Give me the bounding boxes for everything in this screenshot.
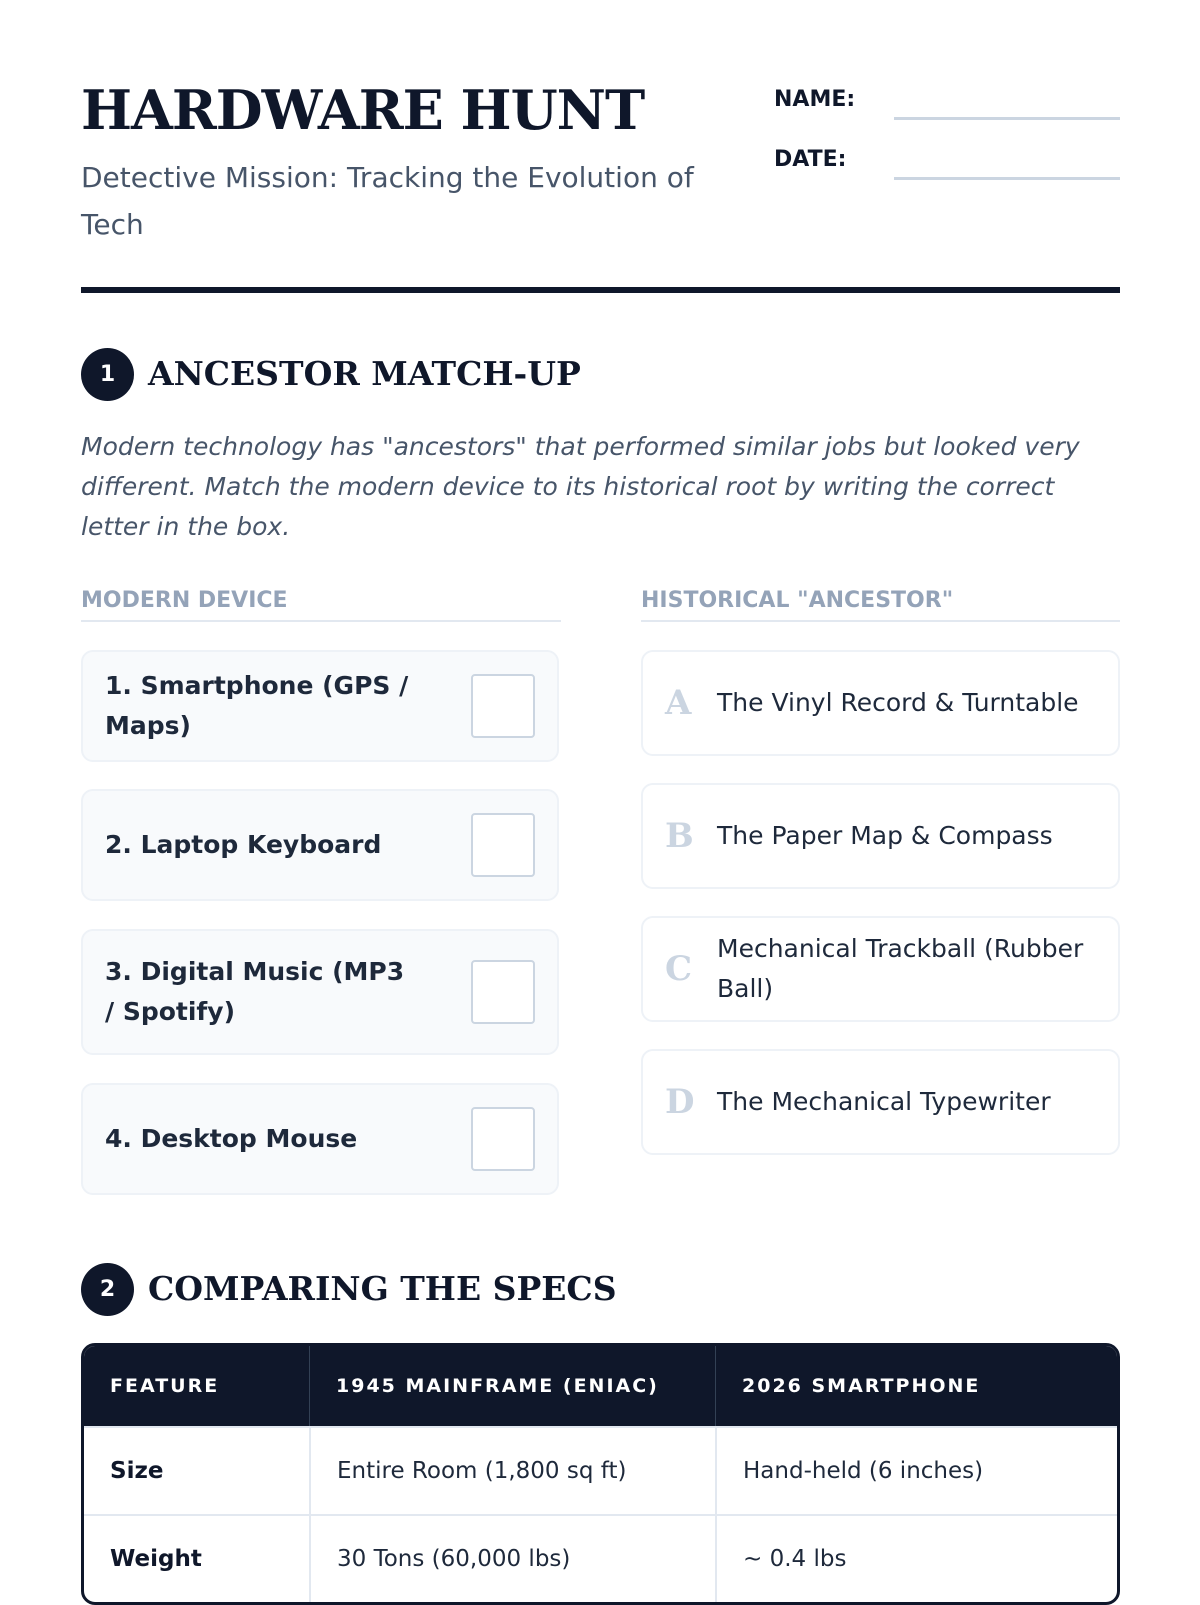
answer-box-1[interactable] [471, 674, 535, 738]
device-card-3 [81, 929, 559, 1055]
table-row [84, 1514, 1117, 1602]
name-label: NAME: [774, 87, 856, 112]
ancestor-letter: D [665, 1082, 695, 1122]
section-1-number: 1 [81, 348, 134, 401]
device-label: 3. Digital Music (MP3 / Spotify) [105, 957, 405, 1026]
column-header: 2026 SMARTPHONE [715, 1346, 1117, 1426]
modern-device-header: MODERN DEVICE [81, 588, 561, 622]
table-cell: Hand-held (6 inches) [715, 1426, 1117, 1514]
header-divider [81, 287, 1120, 293]
date-field[interactable] [894, 177, 1120, 180]
ancestor-letter: B [665, 816, 694, 856]
section-1-instructions: Modern technology has "ancestors" that performed similar jobs but looked very different. Match the modern device to its historical root by writing the correct letter in the box. [81, 432, 1080, 541]
specs-table [81, 1343, 1120, 1605]
device-label: 2. Laptop Keyboard [105, 830, 382, 859]
ancestor-card-a [641, 650, 1120, 756]
table-cell: Entire Room (1,800 sq ft) [309, 1426, 715, 1514]
ancestor-letter: C [665, 949, 693, 989]
column-header: 1945 MAINFRAME (ENIAC) [309, 1346, 715, 1426]
ancestor-card-d [641, 1049, 1120, 1155]
answer-box-3[interactable] [471, 960, 535, 1024]
section-2-title: COMPARING THE SPECS [148, 1269, 617, 1308]
section-1-title: ANCESTOR MATCH-UP [148, 354, 581, 393]
ancestor-card-c [641, 916, 1120, 1022]
feature-cell: Size [84, 1426, 309, 1514]
historical-ancestor-header: HISTORICAL "ANCESTOR" [641, 588, 1120, 622]
ancestor-card-b [641, 783, 1120, 889]
device-label: 1. Smartphone (GPS / Maps) [105, 671, 409, 740]
name-field[interactable] [894, 117, 1120, 120]
ancestor-label: The Vinyl Record & Turntable [717, 688, 1079, 717]
answer-box-4[interactable] [471, 1107, 535, 1171]
device-card-4 [81, 1083, 559, 1195]
date-label: DATE: [774, 147, 847, 172]
device-card-1 [81, 650, 559, 762]
worksheet-subtitle: Detective Mission: Tracking the Evolution of Tech [81, 161, 694, 241]
feature-cell: Weight [84, 1514, 309, 1602]
ancestor-letter: A [665, 683, 692, 723]
worksheet-title: HARDWARE HUNT [81, 78, 645, 142]
column-header: FEATURE [84, 1346, 309, 1426]
worksheet-page [81, 0, 1120, 1600]
device-card-2 [81, 789, 559, 901]
ancestor-label: The Paper Map & Compass [717, 821, 1053, 850]
table-header-row [84, 1346, 1117, 1426]
device-label: 4. Desktop Mouse [105, 1124, 358, 1153]
section-2-number: 2 [81, 1263, 134, 1316]
table-cell: 30 Tons (60,000 lbs) [309, 1514, 715, 1602]
ancestor-label: Mechanical Trackball (Rubber Ball) [717, 934, 1084, 1003]
table-row [84, 1426, 1117, 1514]
answer-box-2[interactable] [471, 813, 535, 877]
table-cell: ~ 0.4 lbs [715, 1514, 1117, 1602]
ancestor-label: The Mechanical Typewriter [717, 1087, 1051, 1116]
